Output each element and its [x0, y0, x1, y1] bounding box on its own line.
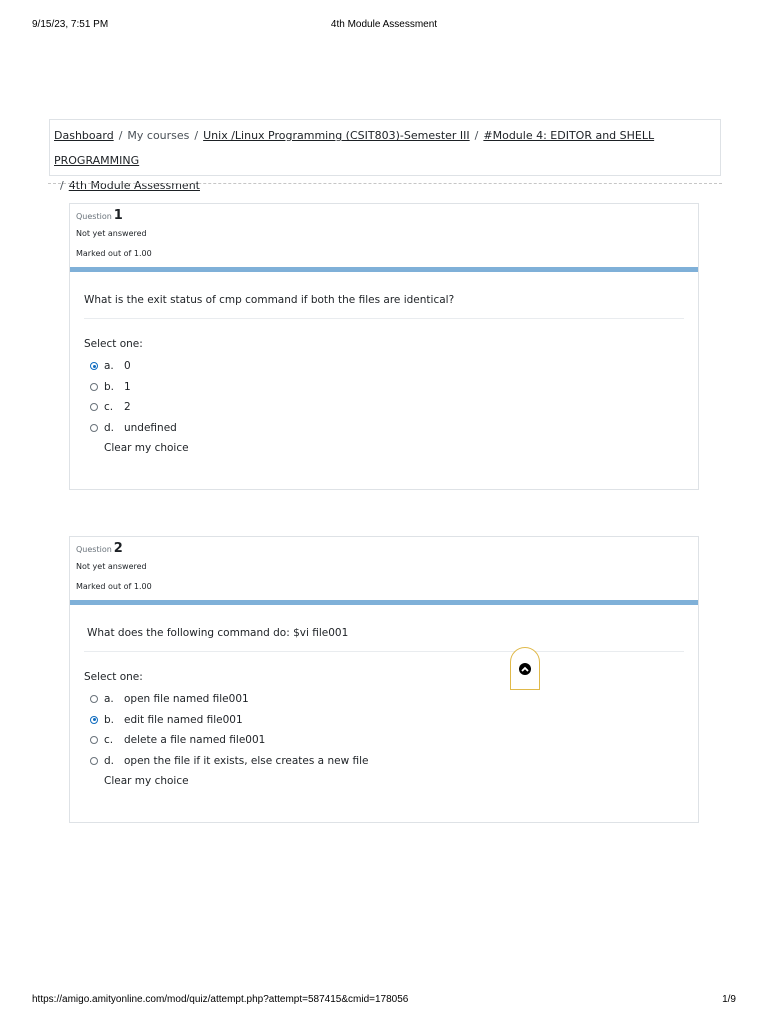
- option-letter: c.: [104, 401, 114, 414]
- breadcrumb-separator: /: [60, 179, 64, 192]
- option-text: open the file if it exists, else creates a new file: [124, 754, 369, 767]
- question-number: Question 1: [76, 208, 123, 223]
- option-text: delete a file named file001: [124, 734, 266, 747]
- select-one-label: Select one:: [84, 338, 143, 350]
- radio-button[interactable]: [90, 736, 98, 744]
- breadcrumb-my-courses: My courses: [127, 129, 190, 142]
- question-grade: Marked out of 1.00: [76, 582, 152, 591]
- back-to-top-button[interactable]: [510, 647, 540, 690]
- option-letter: b.: [104, 380, 115, 393]
- answer-option-a[interactable]: [84, 356, 684, 377]
- radio-button[interactable]: [90, 362, 98, 370]
- breadcrumb-separator: /: [474, 129, 479, 142]
- radio-button[interactable]: [90, 757, 98, 765]
- option-text: 2: [124, 401, 131, 414]
- option-text: 0: [124, 360, 131, 373]
- option-letter: d.: [104, 421, 115, 434]
- clear-choice-link[interactable]: Clear my choice: [104, 442, 189, 454]
- question-content: [70, 605, 698, 787]
- print-datetime: 9/15/23, 7:51 PM: [32, 19, 109, 30]
- option-letter: b.: [104, 713, 115, 726]
- answer-option-c[interactable]: [84, 397, 684, 418]
- breadcrumb-divider: [48, 183, 722, 184]
- breadcrumb: [49, 119, 721, 192]
- question-info: [70, 204, 698, 272]
- breadcrumb-separator: /: [194, 129, 199, 142]
- breadcrumb-dashboard-link[interactable]: Dashboard: [54, 129, 114, 142]
- option-letter: a.: [104, 360, 114, 373]
- clear-choice-link[interactable]: Clear my choice: [104, 775, 189, 787]
- question-grade: Marked out of 1.00: [76, 249, 152, 258]
- breadcrumb-course-link[interactable]: Unix /Linux Programming (CSIT803)-Semester III: [203, 129, 470, 142]
- answer-option-c[interactable]: [84, 730, 684, 751]
- question-info: [70, 537, 698, 605]
- radio-button[interactable]: [90, 383, 98, 391]
- select-one-label: Select one:: [84, 671, 143, 683]
- option-letter: d.: [104, 754, 115, 767]
- breadcrumb-separator: /: [118, 129, 123, 142]
- option-text: undefined: [124, 421, 177, 434]
- chevron-up-circle-icon: [519, 663, 531, 675]
- question-number: Question 2: [76, 541, 123, 556]
- print-url: https://amigo.amityonline.com/mod/quiz/attempt.php?attempt=587415&cmid=178056: [32, 994, 409, 1005]
- radio-button[interactable]: [90, 403, 98, 411]
- radio-button[interactable]: [90, 695, 98, 703]
- question-content: [70, 272, 698, 454]
- option-text: open file named file001: [124, 693, 249, 706]
- breadcrumb-module-link[interactable]: #Module 4: EDITOR and SHELL PROGRAMMING: [54, 129, 655, 167]
- question-text: What does the following command do: $vi file001: [84, 605, 684, 652]
- question-1: [69, 203, 699, 490]
- answer-option-d[interactable]: [84, 751, 684, 772]
- answer-option-d[interactable]: [84, 418, 684, 439]
- question-2: [69, 536, 699, 823]
- option-letter: a.: [104, 693, 114, 706]
- breadcrumb-assessment-link[interactable]: 4th Module Assessment: [68, 179, 200, 192]
- option-text: 1: [124, 380, 131, 393]
- radio-button[interactable]: [90, 424, 98, 432]
- question-state: Not yet answered: [76, 562, 147, 571]
- question-text: What is the exit status of cmp command if both the files are identical?: [84, 272, 684, 319]
- answer-option-a[interactable]: [84, 689, 684, 710]
- print-title: 4th Module Assessment: [330, 19, 438, 30]
- answer-option-b[interactable]: [84, 710, 684, 731]
- answer-option-b[interactable]: [84, 377, 684, 398]
- option-letter: c.: [104, 734, 114, 747]
- question-state: Not yet answered: [76, 229, 147, 238]
- print-page-number: 1/9: [722, 994, 736, 1005]
- radio-button[interactable]: [90, 716, 98, 724]
- option-text: edit file named file001: [124, 713, 243, 726]
